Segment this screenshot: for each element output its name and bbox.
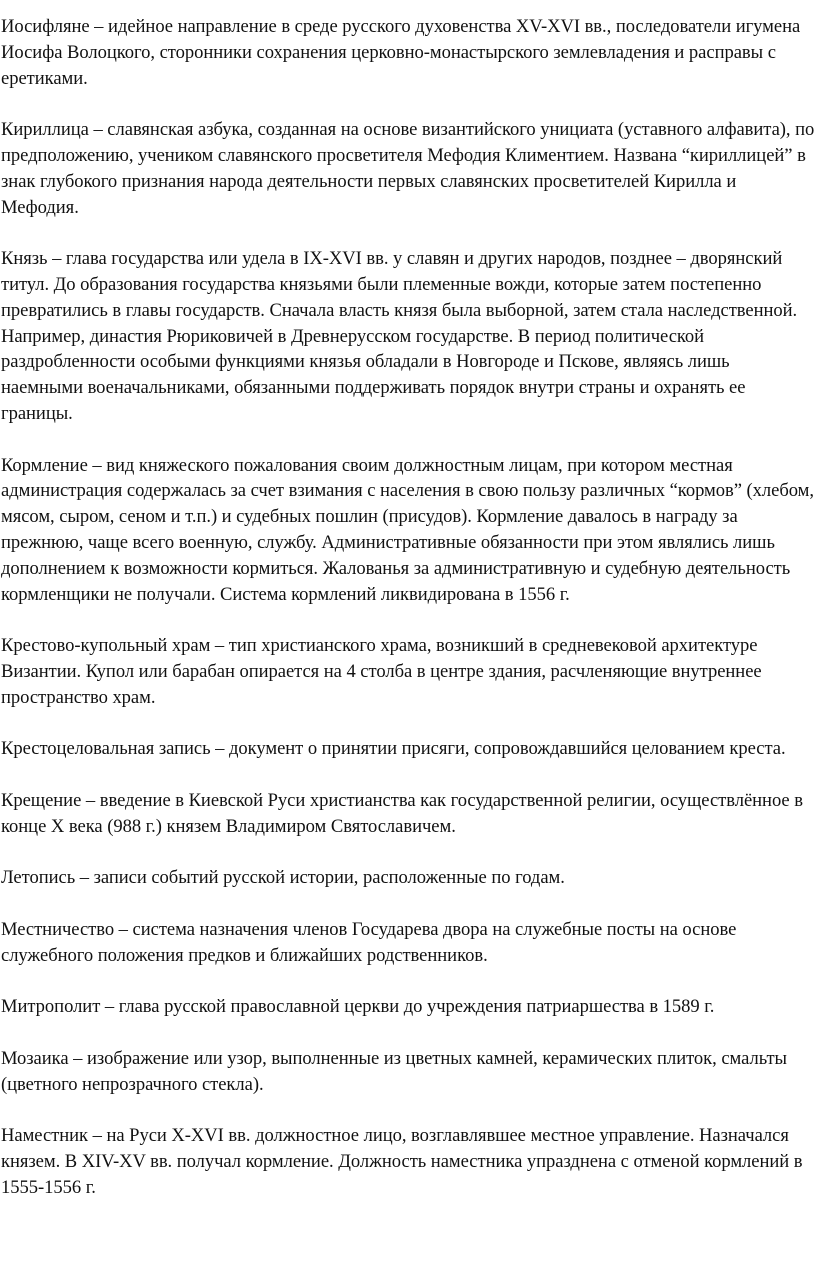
glossary-entry-mitropolit: Митрополит – глава русской православной церкви до учреждения патриаршества в 1589 г.: [1, 996, 715, 1018]
document-page: [0, 14, 816, 1201]
glossary-entry-letopis: Летопись – записи событий русской истории, расположенные по годам.: [1, 867, 565, 889]
glossary-entry-kirillitsa: Кириллица – славянская азбука, созданная на основе византийского унициата (уставного алфавита), по предположению, учеником славянского просветителя Мефодия Климентием. Названа “кириллицей” в знак глубокого признания народа деятельности первых славянских просветителей Кирилла и Мефодия.: [1, 119, 815, 218]
glossary-entry-kormlenie: Кормление – вид княжеского пожалования своим должностным лицам, при котором местная администрация содержалась за счет взимания с населения в свою пользу различных “кормов” (хлебом, мясом, сыром, сеном и т.п.) и судебных пошлин (присудов). Кормление давалось в награду за прежнюю, чаще всего военную, службу. Административные обязанности при этом являлись лишь дополнением к возможности кормиться. Жалованья за административную и судебную деятельность кормленщики не получали. Система кормлений ликвидирована в 1556 г.: [1, 454, 814, 605]
glossary-entry-krestotselovalnaya-zapis: Крестоцеловальная запись – документ о принятии присяги, сопровождавшийся целованием креста.: [1, 738, 786, 760]
glossary-entry-knyaz: Князь – глава государства или удела в IX-XVI вв. у славян и других народов, позднее – дворянский титул. До образования государства князьями были племенные вожди, которые затем постепенно превратились в главы государств. Сначала власть князя была выборной, затем стала наследственной. Например, династия Рюриковичей в Древнерусском государстве. В период политической раздробленности особыми функциями князья обладали в Новгороде и Пскове, являясь лишь наемными военачальниками, обязанными поддерживать порядок внутри страны и охранять ее границы.: [1, 248, 798, 424]
glossary-entry-namestnik: Наместник – на Руси X-XVI вв. должностное лицо, возглавлявшее местное управление. Назначался князем. В XIV-XV вв. получал кормление. Должность наместника упразднена с отменой кормлений в 1555-1556 г.: [1, 1125, 803, 1198]
glossary-entry-iosiflyane: Иосифляне – идейное направление в среде русского духовенства XV-XVI вв., последователи игумена Иосифа Волоцкого, сторонники сохранения церковно-монастырского землевладения и расправы с еретиками.: [1, 16, 801, 89]
glossary-entry-kreshchenie: Крещение – введение в Киевской Руси христианства как государственной религии, осуществлённое в конце X века (988 г.) князем Владимиром Святославичем.: [1, 789, 803, 837]
glossary-entry-krestovo-kupolny-khram: Крестово-купольный храм – тип христианского храма, возникший в средневековой архитектуре Византии. Купол или барабан опирается на 4 столба в центре здания, расчленяющие внутреннее пространство храм.: [1, 635, 762, 708]
glossary-entry-mestnichestvo: Местничество – система назначения членов Государева двора на служебные посты на основе служебного положения предков и ближайших родственников.: [1, 918, 737, 966]
glossary-entry-mozaika: Мозаика – изображение или узор, выполненные из цветных камней, керамических плиток, смальты (цветного непрозрачного стекла).: [1, 1047, 787, 1095]
